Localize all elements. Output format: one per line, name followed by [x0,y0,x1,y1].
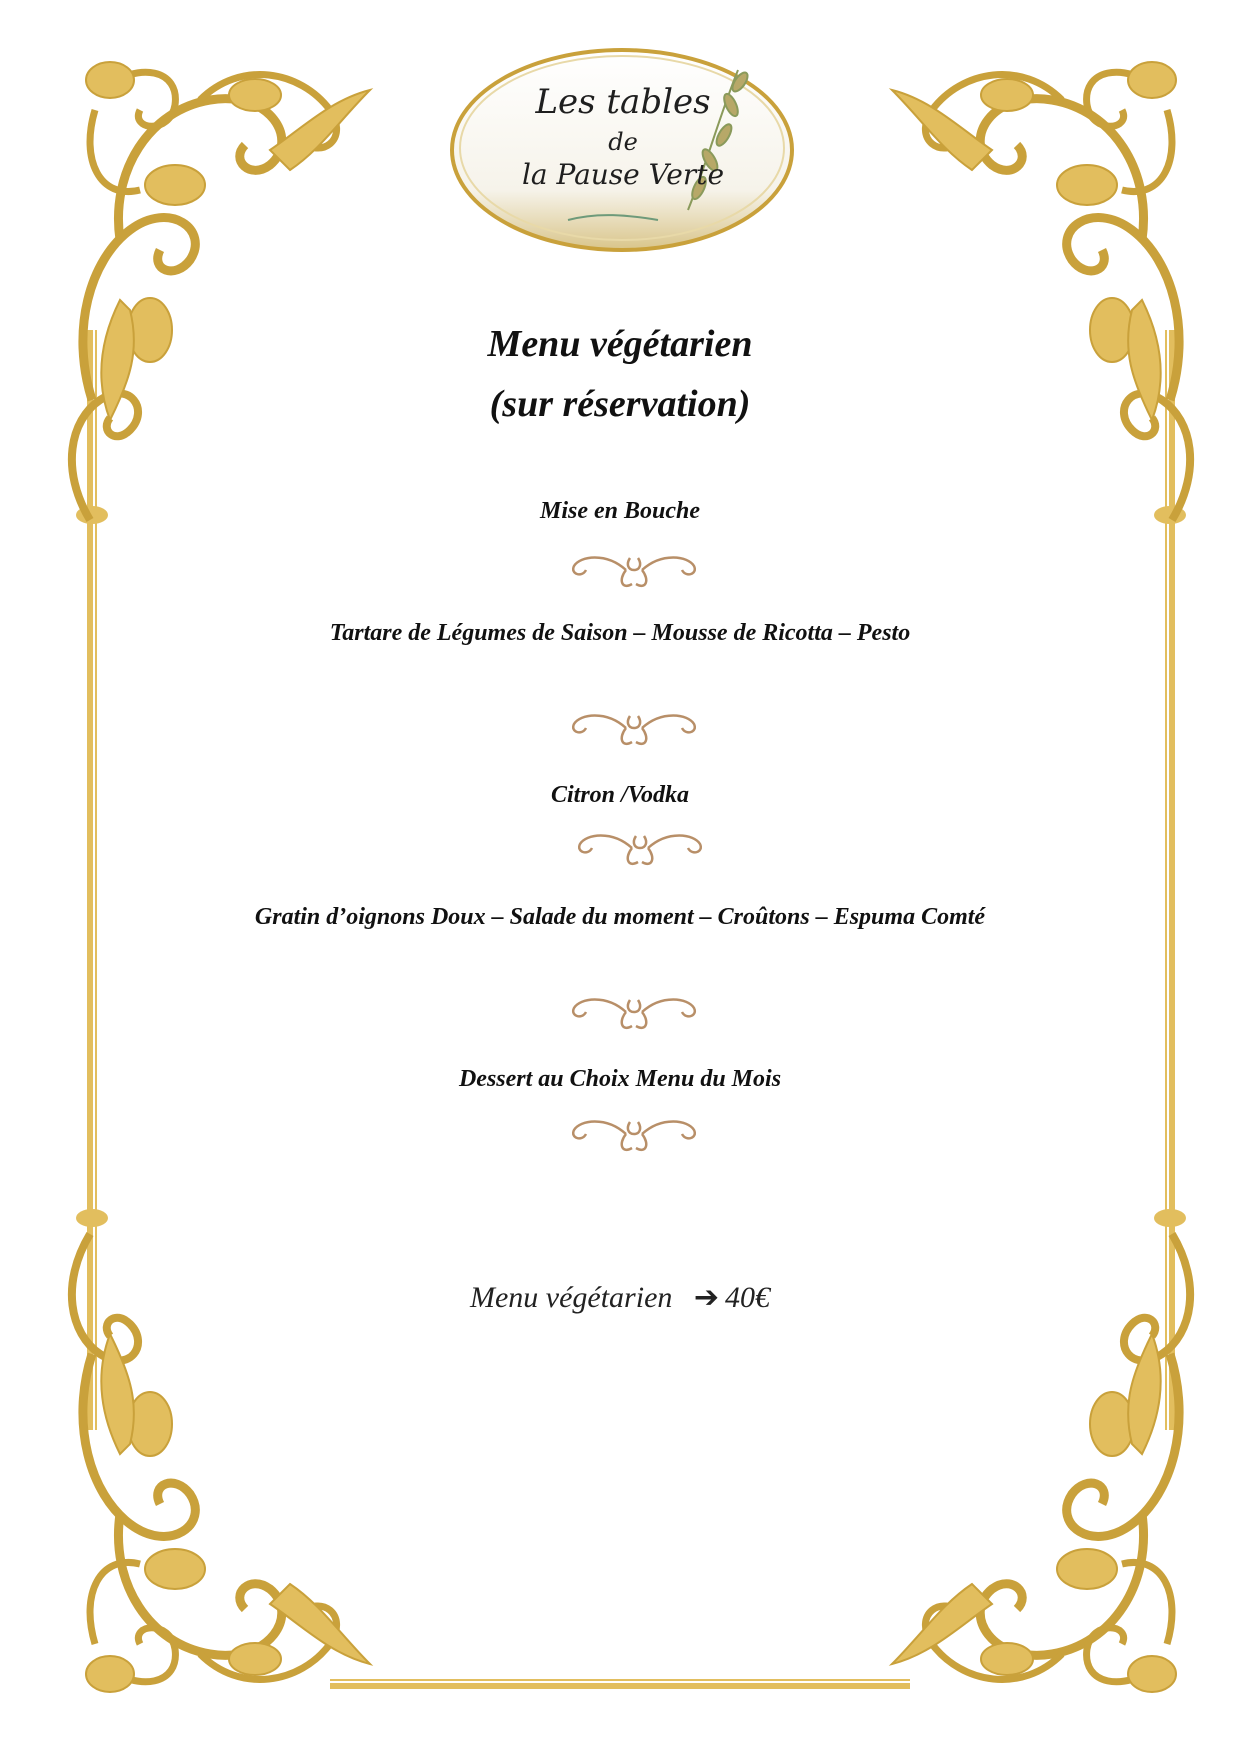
course-amuse-bouche: Mise en Bouche [539,498,700,524]
flourish-divider-icon [566,706,702,750]
menu-price-line [0,1280,1240,1315]
menu-subtitle: (sur réservation) [489,383,751,425]
course-starter: Tartare de Légumes de Saison – Mousse de Ricotta – Pesto [329,620,911,646]
flourish-divider-icon [566,548,702,592]
menu-title: Menu végétarien [487,323,753,365]
logo-text-line3: la Pause Verte [521,158,725,191]
course-dessert: Dessert au Choix Menu du Mois [458,1066,782,1092]
arrow-right-icon: ➔ [693,1280,720,1315]
price-label: Menu végétarien [469,1281,673,1314]
flourish-divider-icon [566,1112,702,1156]
restaurant-logo [448,40,798,260]
course-main: Gratin d’oignons Doux – Salade du moment – Croûtons – Espuma Comté [254,904,986,930]
flourish-divider-icon [566,990,702,1034]
logo-text-line2: de [608,128,638,156]
price-value: 40€ [725,1281,771,1314]
logo-text-line1: Les tables [535,82,711,122]
course-sorbet: Citron /Vodka [550,782,690,808]
flourish-divider-icon [572,826,708,870]
